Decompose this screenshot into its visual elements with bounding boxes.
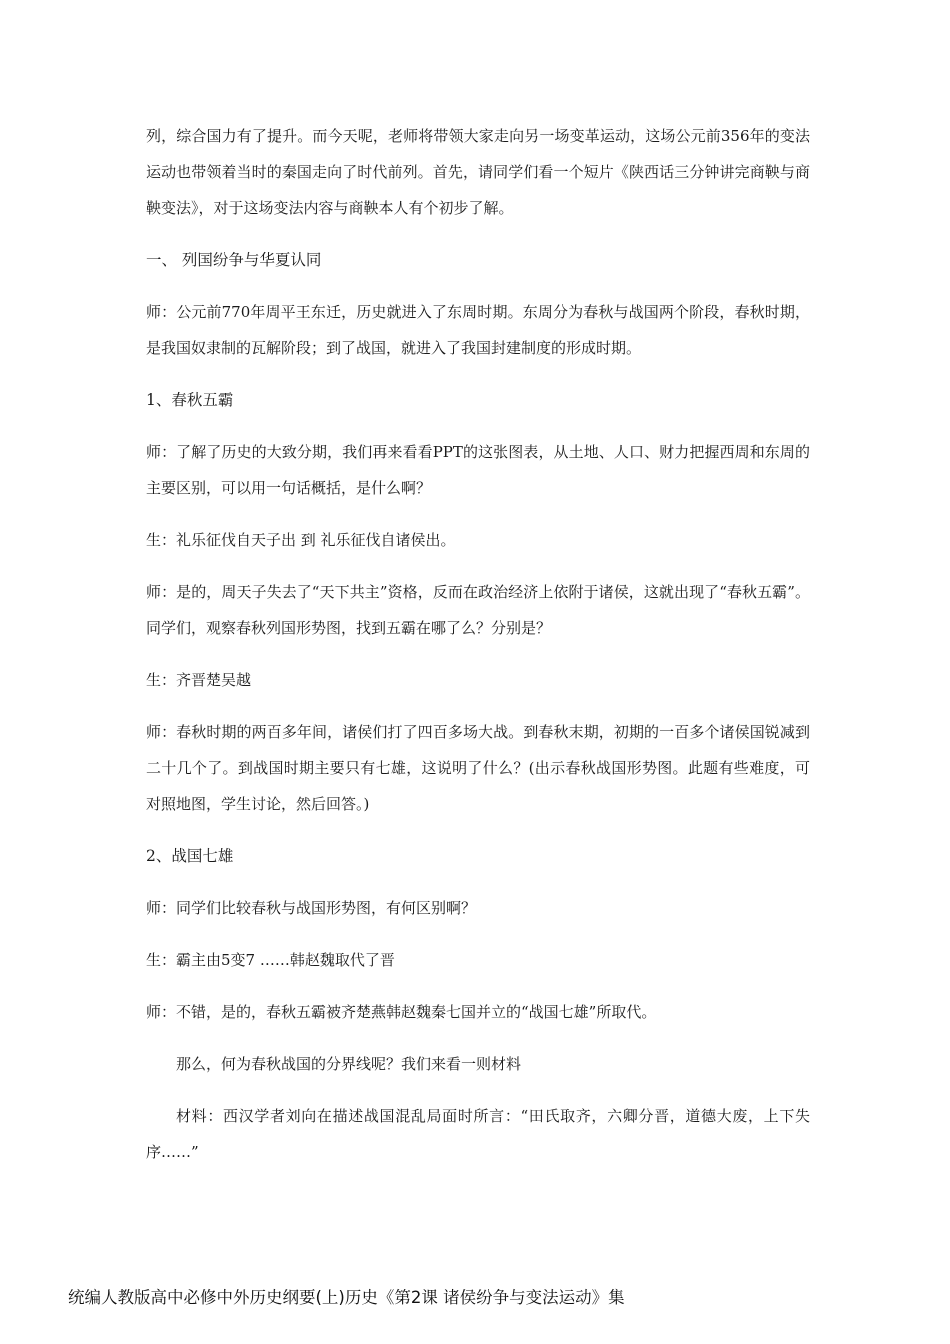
teacher-paragraph: 师：是的，周天子失去了“天下共主”资格，反而在政治经济上依附于诸侯，这就出现了“春秋五霸”。同学们，观察春秋列国形势图，找到五霸在哪了么？分别是？ (146, 583, 810, 637)
intro-paragraph: 列，综合国力有了提升。而今天呢，老师将带领大家走向另一场变革运动，这场公元前356年的变法运动也带领着当时的秦国走向了时代前列。首先，请同学们看一个短片《陕西话三分钟讲完商鞅与商鞅变法》，对于这场变法内容与商鞅本人有个初步了解。 (146, 127, 810, 217)
teacher-paragraph: 师：春秋时期的两百多年间，诸侯们打了四百多场大战。到春秋末期，初期的一百多个诸侯国锐减到二十几个了。到战国时期主要只有七雄，这说明了什么？(出示春秋战国形势图。此题有些难度，可对照地图，学生讨论，然后回答。) (146, 723, 810, 813)
student-paragraph: 生：齐晋楚吴越 (146, 671, 252, 689)
document-body (146, 118, 810, 1186)
section-heading-1: 一、 列国纷争与华夏认同 (146, 251, 322, 269)
subsection-heading-spring-autumn: 1、春秋五霸 (146, 391, 234, 409)
student-paragraph: 生：霸主由5变7 ……韩赵魏取代了晋 (146, 951, 395, 969)
teacher-paragraph: 师：不错，是的，春秋五霸被齐楚燕韩赵魏秦七国并立的“战国七雄”所取代。 (146, 1003, 657, 1021)
teacher-paragraph: 师：公元前770年周平王东迁，历史就进入了东周时期。东周分为春秋与战国两个阶段，春秋时期，是我国奴隶制的瓦解阶段；到了战国，就进入了我国封建制度的形成时期。 (146, 303, 810, 357)
teacher-paragraph: 师：了解了历史的大致分期，我们再来看看PPT的这张图表，从土地、人口、财力把握西周和东周的主要区别，可以用一句话概括，是什么啊？ (146, 443, 810, 497)
question-paragraph: 那么，何为春秋战国的分界线呢？我们来看一则材料 (176, 1055, 522, 1073)
subsection-heading-warring-states: 2、战国七雄 (146, 847, 234, 865)
teacher-paragraph: 师：同学们比较春秋与战国形势图，有何区别啊？ (146, 899, 477, 917)
document-footer-title: 统编人教版高中必修中外历史纲要(上)历史《第2课 诸侯纷争与变法运动》集 (68, 1288, 625, 1307)
material-paragraph: 材料：西汉学者刘向在描述战国混乱局面时所言：“田氏取齐，六卿分晋，道德大废，上下失序……” (146, 1107, 810, 1161)
student-paragraph: 生：礼乐征伐自天子出 到 礼乐征伐自诸侯出。 (146, 531, 456, 549)
